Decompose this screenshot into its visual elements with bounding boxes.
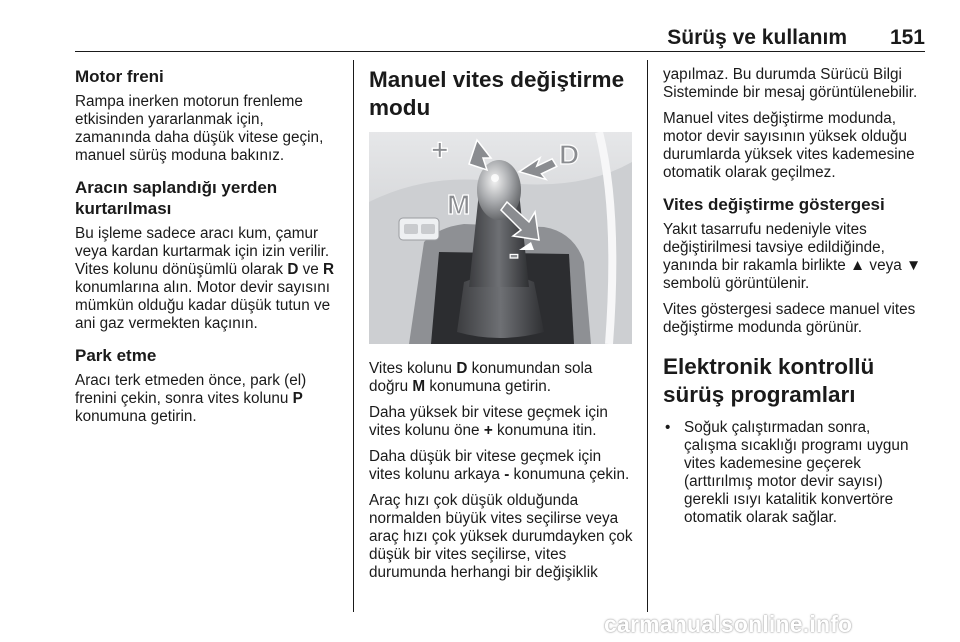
rocking-heading: Aracın saplandığı yerden kurtarılması: [75, 178, 278, 218]
left-column: [75, 66, 343, 434]
shift-indicator-p1: Yakıt tasarrufu nedeniyle vites değiştirilmesi tavsiye edildiğinde, yanında bir rakamla birlikte ▲ veya ▼ sembolü görüntülenir.: [663, 221, 922, 292]
parking-heading: Park etme: [75, 346, 157, 365]
parking-text: Aracı terk etmeden önce, park (el) frenini çekin, sonra vites kolunu P konumuna getirin.: [75, 372, 307, 425]
right-p2: Manuel vites değiştirme modunda, motor devir sayısının yüksek olduğu durumlarda yüksek vites kademesine otomatik olarak geçilmez.: [663, 110, 915, 181]
shift-indicator-p2: Vites göstergesi sadece manuel vites değiştirme modunda görünür.: [663, 301, 916, 336]
manual-mode-p3: Daha düşük bir vitese geçmek için vites kolunu arkaya - konumuna çekin.: [369, 448, 630, 483]
manual-mode-heading: Manuel vites değiştirme modu: [369, 67, 625, 120]
driving-programs-heading: Elektronik kontrollü sürüş programları: [663, 354, 875, 407]
page-number: 151: [889, 26, 925, 49]
figure-label-drive: D: [559, 139, 580, 170]
shift-indicator-heading: Vites değiştirme göstergesi: [663, 195, 885, 214]
driving-programs-list: [663, 419, 927, 527]
right-column: [663, 66, 927, 527]
middle-column: [369, 66, 635, 590]
column-divider-right: [647, 60, 648, 612]
gear-lever-illustration: [369, 132, 632, 344]
header-rule: [75, 51, 925, 52]
figure-label-plus: +: [431, 134, 449, 167]
figure-label-manual: M: [447, 189, 471, 220]
list-item: • Soğuk çalıştırmadan sonra, çalışma sıcaklığı programı uygun vites kademesine geçerek (arttırılmış motor devir sayısı) gerekli ısıyı katalitik konvertöre otomatik olarak sağlar.: [663, 419, 927, 527]
watermark: carmanualsonline.info: [604, 611, 853, 637]
manual-mode-p4: Araç hızı çok düşük olduğunda normalden büyük vites seçilirse veya araç hızı çok yüksek durumdayken çok düşük bir vites seçilirse, vites durumunda herhangi bir değişiklik: [369, 492, 633, 581]
rocking-text: Bu işleme sadece aracı kum, çamur veya kardan kurtarmak için izin verilir. Vites kolunu dönüşümlü olarak D ve R konumlarına alın. Motor devir sayısını mümkün olduğu kadar düşük tutun ve ani gaz vermekten kaçının.: [75, 225, 335, 332]
section-title: Sürüş ve kullanım: [667, 26, 847, 49]
gear-lever-figure: [369, 132, 632, 344]
manual-mode-p1: Vites kolunu D konumundan sola doğru M konumuna getirin.: [369, 360, 593, 395]
engine-brake-text: Rampa inerken motorun frenleme etkisinden yararlanmak için, zamanında daha düşük vitese geçin, manuel sürüş moduna bakınız.: [75, 93, 324, 164]
right-p1: yapılmaz. Bu durumda Sürücü Bilgi Sisteminde bir mesaj görüntülenebilir.: [663, 66, 918, 101]
manual-mode-p2: Daha yüksek bir vitese geçmek için vites kolunu öne + konumuna itin.: [369, 404, 608, 439]
page-header: [75, 26, 925, 48]
figure-label-minus: -: [509, 238, 519, 271]
engine-brake-heading: Motor freni: [75, 67, 164, 86]
column-divider-left: [353, 60, 354, 612]
